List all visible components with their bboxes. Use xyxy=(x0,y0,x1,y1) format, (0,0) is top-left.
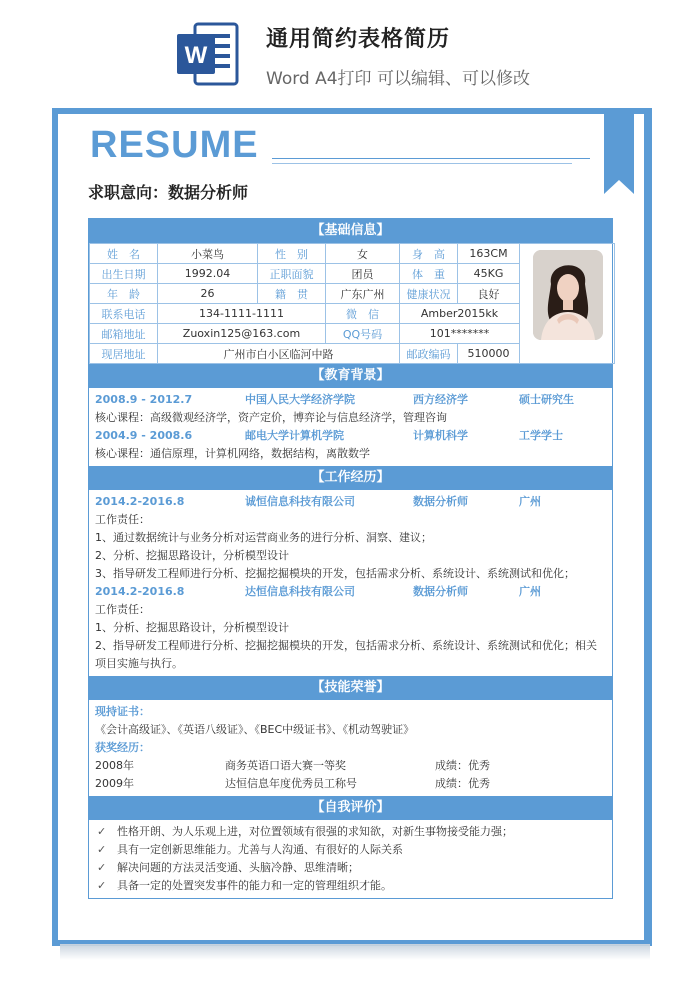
work-duty-label: 工作责任： xyxy=(95,513,150,526)
award-name: 商务英语口语大赛一等奖 xyxy=(225,759,346,772)
email-value: Zuoxin125@163.com xyxy=(158,324,326,344)
self-item xyxy=(95,823,606,841)
work-position: 数据分析师 xyxy=(413,585,468,598)
height-label: 身 高 xyxy=(400,244,458,264)
work-list xyxy=(89,490,612,676)
photo-cell xyxy=(520,244,615,364)
qq-label: QQ号码 xyxy=(326,324,400,344)
edu-courses: 核心课程：高级微观经济学，资产定价，博弈论与信息经济学，管理咨询 xyxy=(95,411,447,424)
section-basic-title: 【基础信息】 xyxy=(89,219,612,243)
phone-label: 联系电话 xyxy=(90,304,158,324)
work-duty-item: 1、分析、挖掘思路设计，分析模型设计 xyxy=(95,621,289,634)
word-document-icon xyxy=(173,20,241,88)
award-result: 成绩：优秀 xyxy=(435,777,490,790)
check-icon: ✓ xyxy=(97,843,107,856)
work-company: 诚恒信息科技有限公司 xyxy=(245,495,355,508)
profile-photo xyxy=(533,250,603,340)
political-value: 团员 xyxy=(326,264,400,284)
frame-shadow xyxy=(60,944,650,960)
section-work-title: 【工作经历】 xyxy=(89,466,612,490)
work-company: 达恒信息科技有限公司 xyxy=(245,585,355,598)
check-icon: ✓ xyxy=(97,825,107,838)
edu-major: 计算机科学 xyxy=(413,429,468,442)
section-self-title: 【自我评价】 xyxy=(89,796,612,820)
weight-value: 45KG xyxy=(458,264,520,284)
gender-label: 性 别 xyxy=(258,244,326,264)
edu-major: 西方经济学 xyxy=(413,393,468,406)
self-item-text: 具备一定的处置突发事件的能力和一定的管理组织才能。 xyxy=(117,879,392,892)
job-intent: 求职意向：数据分析师 xyxy=(88,183,249,202)
basic-info-table xyxy=(89,243,615,364)
native-value: 广东广州 xyxy=(326,284,400,304)
edu-courses: 核心课程：通信原理，计算机网络，数据结构，离散数学 xyxy=(95,447,370,460)
award-year: 2008年 xyxy=(95,759,134,772)
work-period: 2014.2-2016.8 xyxy=(95,585,185,598)
work-duty-label: 工作责任： xyxy=(95,603,150,616)
native-label: 籍 贯 xyxy=(258,284,326,304)
award-row xyxy=(95,757,606,775)
work-city: 广州 xyxy=(519,495,541,508)
resume-content xyxy=(88,218,613,899)
self-evaluation-list xyxy=(89,820,612,898)
zip-value: 510000 xyxy=(458,344,520,364)
name-label: 姓 名 xyxy=(90,244,158,264)
page-header xyxy=(0,0,700,105)
self-item-text: 解决问题的方法灵活变通、头脑冷静、思维清晰； xyxy=(117,861,359,874)
height-value: 163CM xyxy=(458,244,520,264)
template-subtitle: Word A4打印 可以编辑、可以修改 xyxy=(266,69,530,89)
work-entry-2 xyxy=(95,583,606,601)
work-period: 2014.2-2016.8 xyxy=(95,495,185,508)
address-label: 现居地址 xyxy=(90,344,158,364)
award-name: 达恒信息年度优秀员工称号 xyxy=(225,777,357,790)
gender-value: 女 xyxy=(326,244,400,264)
self-item-text: 具有一定创新思维能力。尤善与人沟通、有很好的人际关系 xyxy=(117,843,403,856)
edu-degree: 工学学士 xyxy=(519,429,563,442)
self-item xyxy=(95,841,606,859)
edu-period: 2004.9 - 2008.6 xyxy=(95,429,193,442)
education-entry-2 xyxy=(95,427,606,445)
wechat-value: Amber2015kk xyxy=(400,304,520,324)
award-title: 获奖经历： xyxy=(95,741,150,754)
self-item xyxy=(95,877,606,895)
edu-school: 中国人民大学经济学院 xyxy=(245,393,355,406)
email-label: 邮箱地址 xyxy=(90,324,158,344)
education-list xyxy=(89,388,612,466)
check-icon: ✓ xyxy=(97,861,107,874)
cert-list: 《会计高级证》、《英语八级证》、《BEC中级证书》、《机动驾驶证》 xyxy=(95,723,415,736)
work-position: 数据分析师 xyxy=(413,495,468,508)
award-result: 成绩：优秀 xyxy=(435,759,490,772)
section-education-title: 【教育背景】 xyxy=(89,364,612,388)
work-duty-item: 1、通过数据统计与业务分析对运营商业务的进行分析、洞察、建议； xyxy=(95,531,432,544)
heading-rule xyxy=(272,158,590,159)
health-label: 健康状况 xyxy=(400,284,458,304)
phone-value: 134-1111-1111 xyxy=(158,304,326,324)
political-label: 正职面貌 xyxy=(258,264,326,284)
work-city: 广州 xyxy=(519,585,541,598)
edu-degree: 硕士研究生 xyxy=(519,393,574,406)
edu-period: 2008.9 - 2012.7 xyxy=(95,393,193,406)
template-title: 通用简约表格简历 xyxy=(266,27,451,52)
resume-heading: RESUME xyxy=(90,124,259,166)
section-skills-title: 【技能荣誉】 xyxy=(89,676,612,700)
skills-list xyxy=(89,700,612,796)
wechat-label: 微 信 xyxy=(326,304,400,324)
birth-value: 1992.04 xyxy=(158,264,258,284)
education-entry-1 xyxy=(95,391,606,409)
zip-label: 邮政编码 xyxy=(400,344,458,364)
birth-label: 出生日期 xyxy=(90,264,158,284)
word-letter: W xyxy=(184,42,208,69)
award-row xyxy=(95,775,606,793)
age-value: 26 xyxy=(158,284,258,304)
work-entry-1 xyxy=(95,493,606,511)
qq-value: 101******* xyxy=(400,324,520,344)
self-item xyxy=(95,859,606,877)
address-value: 广州市白小区临河中路 xyxy=(158,344,400,364)
age-label: 年 龄 xyxy=(90,284,158,304)
work-duty-item: 2、指导研发工程师进行分析、挖掘挖掘模块的开发，包括需求分析、系统设计、系统测试和优化；相关项目实施与执行。 xyxy=(95,639,597,670)
award-year: 2009年 xyxy=(95,777,134,790)
work-duty-item: 3、指导研发工程师进行分析、挖掘挖掘模块的开发，包括需求分析、系统设计、系统测试和优化； xyxy=(95,567,575,580)
self-item-text: 性格开朗、为人乐观上进，对位置领域有很强的求知欲，对新生事物接受能力强； xyxy=(117,825,513,838)
bookmark-ribbon-icon xyxy=(604,108,634,194)
check-icon: ✓ xyxy=(97,879,107,892)
edu-school: 邮电大学计算机学院 xyxy=(245,429,344,442)
weight-label: 体 重 xyxy=(400,264,458,284)
work-duty-item: 2、分析、挖掘思路设计，分析模型设计 xyxy=(95,549,289,562)
name-value: 小菜鸟 xyxy=(158,244,258,264)
health-value: 良好 xyxy=(458,284,520,304)
cert-title: 现持证书： xyxy=(95,705,150,718)
heading-rule-secondary xyxy=(272,163,572,164)
